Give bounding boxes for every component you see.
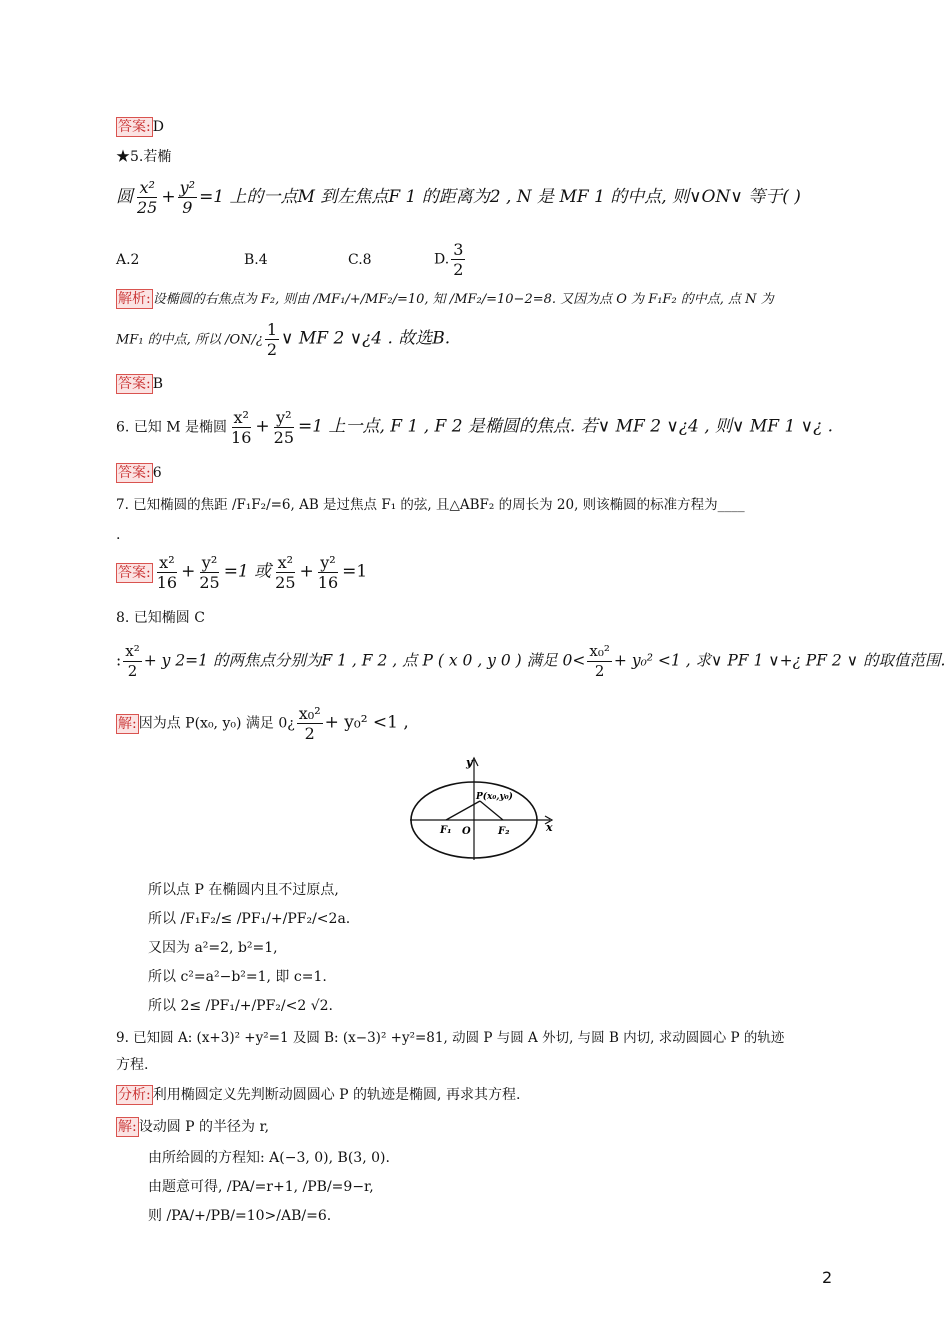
q9-solution-line — [116, 1117, 269, 1137]
frac-num: 3 — [453, 240, 464, 259]
q8-step: 所以 2≤ /PF₁/+/PF₂/<2 √2. — [148, 998, 333, 1014]
frac-num: 1 — [266, 320, 278, 339]
frac-den: 25 — [273, 428, 295, 447]
frac-num: y² — [276, 408, 292, 427]
analysis-text: MF₁ 的中点, 所以 /ON/¿ — [116, 332, 263, 348]
q8-step: 所以 /F₁F₂/≤ /PF₁/+/PF₂/<2a. — [148, 911, 351, 927]
frac-den: 2 — [453, 260, 464, 279]
q5-stem-post: =1 上的一点M 到左焦点F 1 的距离为2 , N 是 MF 1 的中点, 则∨ON∨ 等于( ) — [199, 187, 801, 207]
q5-frac-y — [178, 178, 197, 217]
solution-text: + y₀² <1 , — [324, 712, 409, 733]
q4-answer-line — [116, 117, 164, 137]
q8-frac-x — [123, 642, 141, 681]
solution-text: 设动圆 P 的半径为 r, — [138, 1119, 270, 1135]
frac-den: 2 — [127, 662, 138, 680]
answer-text: D — [152, 119, 164, 135]
q8-head: 8. 已知椭圆 C — [116, 610, 205, 626]
frac-den: 9 — [182, 198, 193, 217]
q8-stem — [116, 642, 945, 681]
plus-sign: + — [255, 416, 270, 437]
analysis-tag: 分析: — [118, 1087, 151, 1103]
q5-stem-pre: 圆 — [116, 187, 133, 207]
plus-sign: + — [299, 561, 314, 582]
solution-frac — [297, 704, 323, 743]
origin-label: O — [462, 826, 471, 837]
q6-frac-x — [229, 408, 253, 447]
option-d-label: D. — [434, 251, 450, 268]
q7-frac — [197, 553, 221, 592]
solution-tag: 解: — [118, 715, 137, 732]
p-label: P(x₀,y₀) — [476, 792, 513, 802]
frac-den: 16 — [156, 573, 178, 592]
q5-options — [116, 240, 467, 279]
q6-stem-post: =1 上一点, F 1 , F 2 是椭圆的焦点. 若∨ MF 2 ∨¿4 , 则∨ MF 1 ∨¿ . — [298, 416, 834, 437]
solution-text: 因为点 P(x₀, y₀) 满足 0¿ — [138, 715, 295, 732]
q9-stem-1: 9. 已知圆 A: (x+3)² +y²=1 及圆 B: (x−3)² +y²=81, 动圆 P 与圆 A 外切, 与圆 B 内切, 求动圆圆心 P 的轨迹 — [116, 1030, 785, 1046]
q8-frac-x0 — [587, 642, 612, 681]
frac-num: y² — [320, 553, 336, 572]
option-d-frac — [451, 240, 465, 279]
q9-step: 则 /PA/+/PB/=10>/AB/=6. — [148, 1208, 332, 1224]
analysis-tag: 解析: — [118, 291, 151, 307]
q7-answer-end: =1 — [342, 561, 368, 582]
solution-tag: 解: — [118, 1119, 137, 1135]
q7-stem-1: 7. 已知椭圆的焦距 /F₁F₂/=6, AB 是过焦点 F₁ 的弦, 且△ABF₂ 的周长为 20, 则该椭圆的标准方程为____ — [116, 497, 745, 513]
q8-step: 所以点 P 在椭圆内且不过原点, — [148, 882, 339, 898]
frac-num: x² — [277, 553, 294, 572]
frac-num: x₀² — [589, 642, 610, 660]
q5-stem — [116, 178, 801, 217]
q6-stem-pre: 6. 已知 M 是椭圆 — [116, 419, 228, 436]
frac-den: 2 — [304, 724, 315, 743]
page-number: 2 — [822, 1268, 833, 1287]
frac-num: y² — [201, 553, 218, 572]
q9-stem-2: 方程. — [116, 1057, 149, 1073]
frac-den: 25 — [137, 198, 158, 217]
option-a: A.2 — [116, 251, 140, 268]
frac-den: 2 — [266, 340, 278, 359]
q5-head: ★5.若椭 — [116, 149, 172, 165]
q6-frac-y — [272, 408, 296, 447]
q6-answer-line — [116, 463, 162, 483]
frac-num: x² — [233, 408, 249, 427]
answer-text: 6 — [152, 465, 162, 481]
analysis-frac — [265, 320, 279, 359]
frac-num: y² — [179, 178, 196, 197]
q8-step: 所以 c²=a²−b²=1, 即 c=1. — [148, 969, 327, 985]
frac-num: x² — [159, 553, 175, 572]
f2-label: F₂ — [498, 826, 510, 837]
analysis-text: ∨ MF 2 ∨¿4 . 故选B. — [281, 328, 451, 349]
answer-text: B — [152, 376, 164, 392]
frac-num: x₀² — [298, 704, 321, 723]
q9-analysis-line — [116, 1085, 520, 1105]
x-label: x — [546, 821, 553, 834]
answer-tag: 答案: — [118, 376, 151, 392]
q5-answer-line — [116, 374, 163, 394]
frac-den: 25 — [275, 573, 296, 592]
ellipse-figure — [400, 756, 560, 864]
q8-step: 又因为 a²=2, b²=1, — [148, 940, 278, 956]
option-c: C.8 — [348, 251, 372, 268]
q5-analysis-2 — [116, 320, 450, 359]
q7-frac — [273, 553, 297, 592]
q8-stem-mid: + y 2=1 的两焦点分别为F 1 , F 2 , 点 P ( x 0 , y 0 ) 满足 0< — [143, 651, 586, 670]
answer-tag: 答案: — [118, 465, 151, 481]
answer-tag: 答案: — [118, 564, 151, 581]
frac-num: x² — [139, 178, 155, 197]
q7-answer-mid: =1 或 — [223, 561, 272, 582]
q7-stem-2: . — [116, 527, 121, 543]
answer-tag: 答案: — [118, 119, 151, 135]
frac-num: x² — [125, 642, 140, 660]
analysis-text: 利用椭圆定义先判断动圆圆心 P 的轨迹是椭圆, 再求其方程. — [152, 1087, 521, 1103]
q7-frac — [316, 553, 340, 592]
segment-pf1 — [446, 801, 480, 820]
q8-solution-line — [116, 704, 409, 743]
q9-step: 由题意可得, /PA/=r+1, /PB/=9−r, — [148, 1179, 374, 1195]
option-d — [434, 240, 467, 279]
frac-den: 25 — [199, 573, 220, 592]
q7-frac — [155, 553, 179, 592]
q5-analysis-1 — [116, 289, 774, 310]
frac-den: 2 — [594, 662, 605, 680]
frac-den: 16 — [231, 428, 252, 447]
q8-stem-pre: : — [116, 651, 122, 670]
f1-label: F₁ — [440, 825, 452, 836]
plus-sign: + — [181, 561, 196, 582]
q9-step: 由所给圆的方程知: A(−3, 0), B(3, 0). — [148, 1150, 390, 1166]
segment-pf2 — [480, 801, 503, 820]
y-label: y — [466, 756, 473, 769]
frac-den: 16 — [317, 573, 339, 592]
option-b: B.4 — [244, 251, 268, 268]
analysis-text: 设椭圆的右焦点为 F₂, 则由 /MF₁/+/MF₂/=10, 知 /MF₂/=10−2=8. 又因为点 O 为 F₁F₂ 的中点, 点 N 为 — [152, 292, 774, 307]
q5-frac-x — [135, 178, 159, 217]
q6-stem — [116, 408, 833, 447]
plus-sign: + — [161, 187, 176, 207]
q7-answer-line — [116, 553, 367, 592]
q8-stem-end: + y₀² <1 , 求∨ PF 1 ∨+¿ PF 2 ∨ 的取值范围. — [613, 651, 946, 670]
